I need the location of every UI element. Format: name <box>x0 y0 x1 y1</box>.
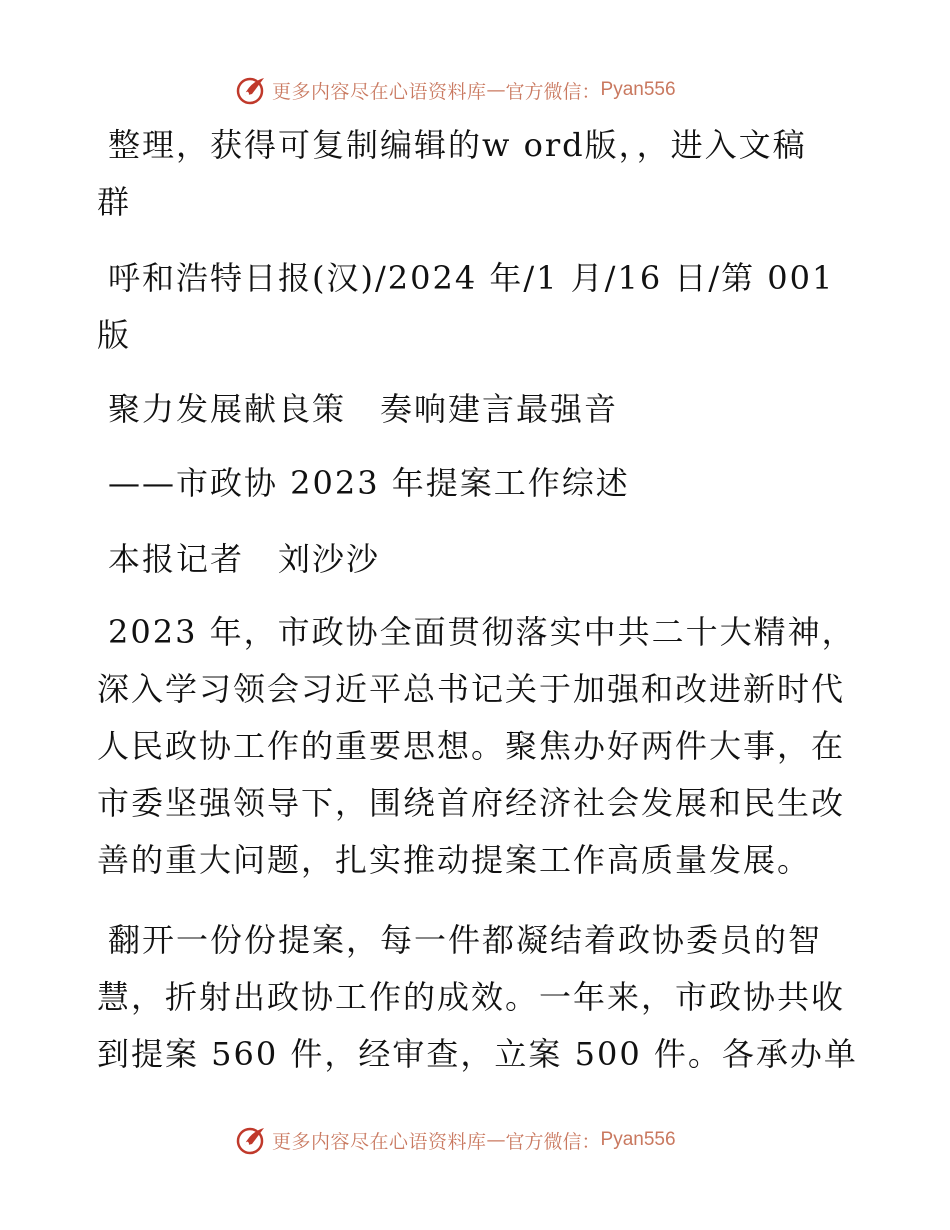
text-line: 翻开一份份提案，每一件都凝结着政协委员的智 <box>108 921 823 959</box>
text-line: 市委坚强领导下，围绕首府经济社会发展和民生改 <box>97 784 846 822</box>
footer-watermark <box>236 1123 676 1157</box>
header-watermark <box>236 73 676 107</box>
watermark-wechat-label: 官方微信： <box>505 80 601 103</box>
paragraph-1 <box>97 604 857 889</box>
watermark-wechat-id: Pyan556 <box>600 79 676 100</box>
watermark-separator: — <box>486 1129 506 1151</box>
text-line: 慧，折射出政协工作的成效。一年来，市政协共收 <box>97 978 846 1016</box>
text-line: 整理，获得可复制编辑的w ord版，，进入文稿 <box>108 126 807 164</box>
article-body <box>97 117 857 231</box>
text-line: 本报记者 刘沙沙 <box>108 540 381 578</box>
text-line: 人民政协工作的重要思想。聚焦办好两件大事，在 <box>97 727 846 765</box>
text-line: 群 <box>97 183 132 221</box>
text-line: 呼和浩特日报(汉)/2024 年/1 月/16 日/第 001 <box>108 259 835 297</box>
text-line: 版 <box>97 316 132 354</box>
text-line: 深入学习领会习近平总书记关于加强和改进新时代 <box>97 670 846 708</box>
text-line: 聚力发展献良策 奏响建言最强音 <box>108 390 619 428</box>
quill-logo-icon <box>236 1124 268 1156</box>
watermark-text: 更多内容尽在心语资料库 <box>272 1130 487 1153</box>
paragraph-2 <box>97 912 857 1083</box>
watermark-text: 更多内容尽在心语资料库 <box>272 80 487 103</box>
watermark-wechat-label: 官方微信： <box>505 1130 601 1153</box>
byline <box>97 531 857 588</box>
source-line <box>97 250 857 364</box>
watermark-separator: — <box>486 79 506 101</box>
article-title <box>97 381 857 438</box>
article-subtitle <box>97 455 857 512</box>
text-line: ——市政协 2023 年提案工作综述 <box>108 464 630 502</box>
text-line: 善的重大问题，扎实推动提案工作高质量发展。 <box>97 841 812 879</box>
watermark-wechat-id: Pyan556 <box>600 1129 676 1150</box>
quill-logo-icon <box>236 74 268 106</box>
text-line: 2023 年，市政协全面贯彻落实中共二十大精神， <box>108 613 856 651</box>
text-line: 到提案 560 件，经审查，立案 500 件。各承办单 <box>97 1035 858 1073</box>
